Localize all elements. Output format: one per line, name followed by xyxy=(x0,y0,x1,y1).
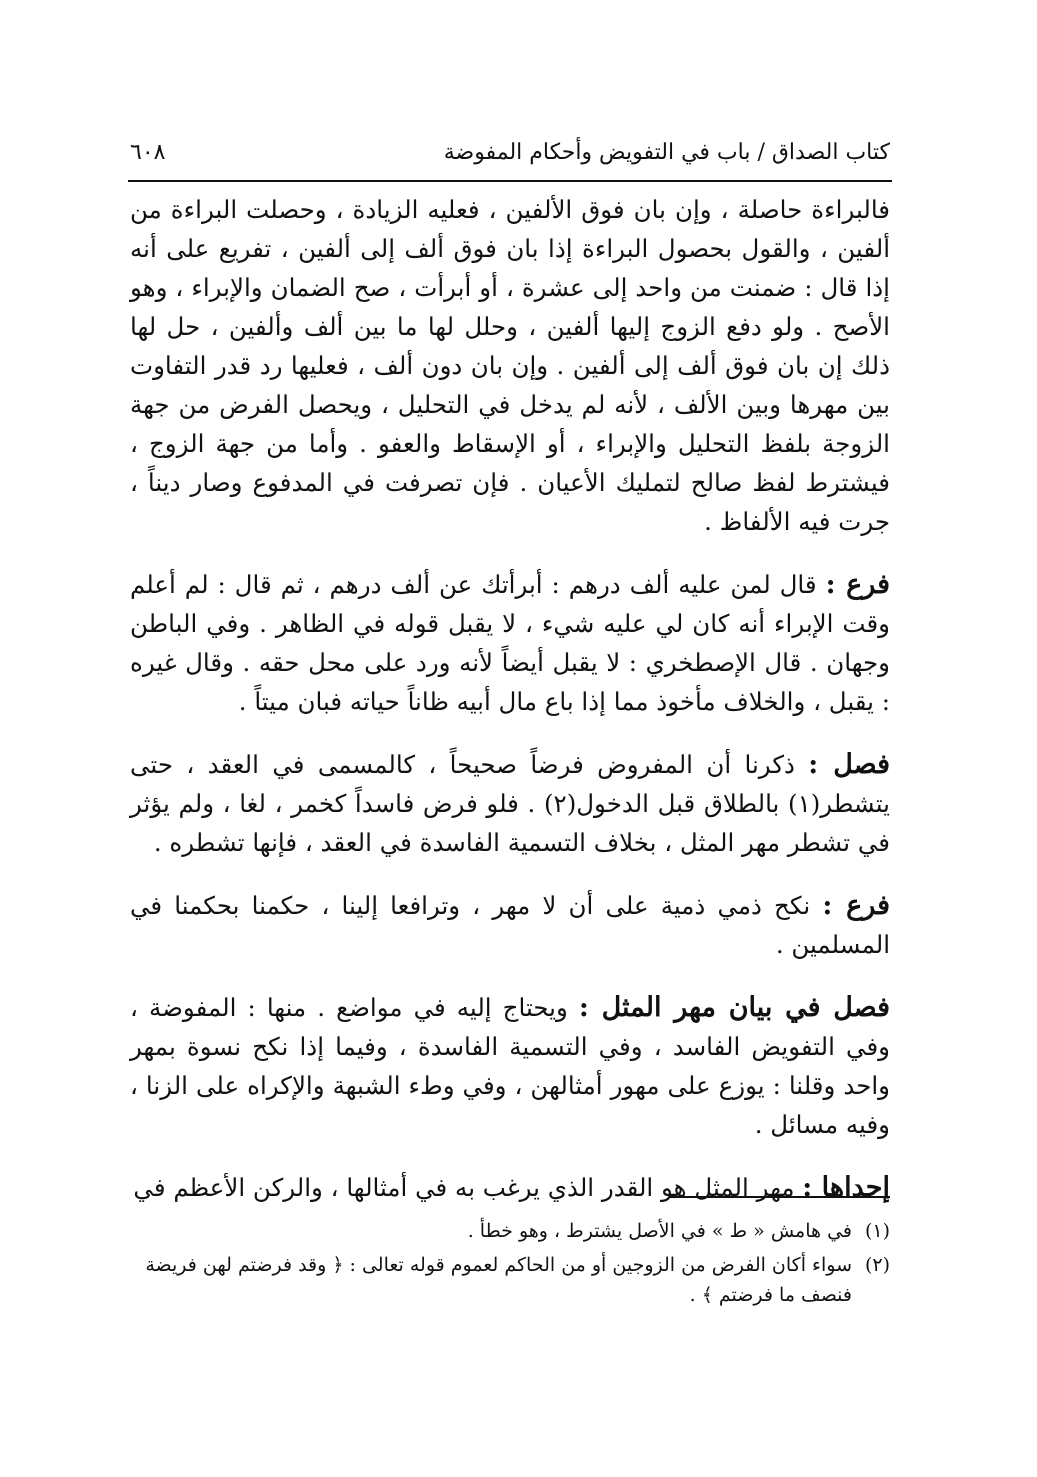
paragraph-5 xyxy=(130,988,890,1144)
paragraph-2 xyxy=(130,565,890,721)
footnotes xyxy=(130,1216,890,1314)
page-header xyxy=(130,128,890,176)
paragraph-6 xyxy=(130,1168,890,1207)
paragraph-text: ويحتاج إليه في مواضع . منها : المفوضة ، وفي التفويض الفاسد ، وفي التسمية الفاسدة ، وفيما إذا نكح نسوة بمهر واحد وقلنا : يوزع على مهور أمثالهن ، وفي وطء الشبهة والإكراه على الزنا ، وفيه مسائل . xyxy=(130,993,890,1139)
header-rule xyxy=(128,180,892,182)
paragraph-text: نكح ذمي ذمية على أن لا مهر ، وترافعا إلينا ، حكمنا بحكمنا في المسلمين . xyxy=(130,891,890,959)
paragraph-4 xyxy=(130,886,890,964)
footnote-1 xyxy=(130,1216,890,1246)
paragraph-text: فالبراءة حاصلة ، وإن بان فوق الألفين ، فعليه الزيادة ، وحصلت البراءة من ألفين ، والقول بحصول البراءة إذا بان فوق ألف إلى ألفين ، تفريع على أنه إذا قال : ضمنت من واحد إلى عشرة ، أو أبرأت ، صح الضمان والإبراء ، وهو الأصح . ولو دفع الزوج إليها ألفين ، وحلل لها ما بين ألف وألفين ، حل لها ذلك إن بان فوق ألف إلى ألفين . وإن بان دون ألف ، فعليها رد قدر التفاوت بين مهرها وبين الألف ، لأنه لم يدخل في التحليل ، ويحصل الفرض من جهة الزوجة بلفظ التحليل والإبراء ، أو الإسقاط والعفو . وأما من جهة الزوج ، فيشترط لفظ صالح لتمليك الأعيان . فإن تصرفت في المدفوع وصار ديناً ، جرت فيه الألفاظ . xyxy=(130,195,890,536)
paragraph-lead: فصل : xyxy=(808,749,890,780)
footnote-2 xyxy=(130,1250,890,1310)
paragraph-text: مهر المثل هو القدر الذي يرغب به في أمثالها ، والركن الأعظم في xyxy=(133,1173,795,1202)
footnote-number: (٢) xyxy=(864,1254,890,1276)
paragraph-lead: إحداها : xyxy=(802,1172,890,1203)
footnote-number: (١) xyxy=(864,1220,890,1242)
main-text xyxy=(130,190,890,1207)
paragraph-lead: فرع : xyxy=(822,890,891,921)
running-title: كتاب الصداق / باب في التفويض وأحكام المفوضة xyxy=(443,139,890,165)
paragraph-3 xyxy=(130,745,890,862)
footnote-rule xyxy=(670,1196,890,1198)
paragraph-lead: فصل في بيان مهر المثل : xyxy=(578,992,891,1023)
page-number: ٦٠٨ xyxy=(130,139,166,165)
footnote-text: سواء أكان الفرض من الزوجين أو من الحاكم لعموم قوله تعالى : ﴿ وقد فرضتم لهن فريضة فنصف ما فرضتم ﴾ . xyxy=(145,1254,852,1306)
paragraph-1 xyxy=(130,190,890,541)
paragraph-text: ذكرنا أن المفروض فرضاً صحيحاً ، كالمسمى في العقد ، حتى يتشطر(١) بالطلاق قبل الدخول(٢) . فلو فرض فاسداً كخمر ، لغا ، ولم يؤثر في تشطر مهر المثل ، بخلاف التسمية الفاسدة في العقد ، فإنها تشطره . xyxy=(130,750,890,857)
paragraph-lead: فرع : xyxy=(825,569,890,600)
paragraph-text: قال لمن عليه ألف درهم : أبرأتك عن ألف درهم ، ثم قال : لم أعلم وقت الإبراء أنه كان لي عليه شيء ، لا يقبل قوله في الظاهر . وفي الباطن وجهان . قال الإصطخري : لا يقبل أيضاً لأنه ورد على محل حقه . وقال غيره : يقبل ، والخلاف مأخوذ مما إذا باع مال أبيه ظاناً حياته فبان ميتاً . xyxy=(130,570,890,716)
footnote-text: في هامش « ط » في الأصل يشترط ، وهو خطأ . xyxy=(467,1220,852,1242)
